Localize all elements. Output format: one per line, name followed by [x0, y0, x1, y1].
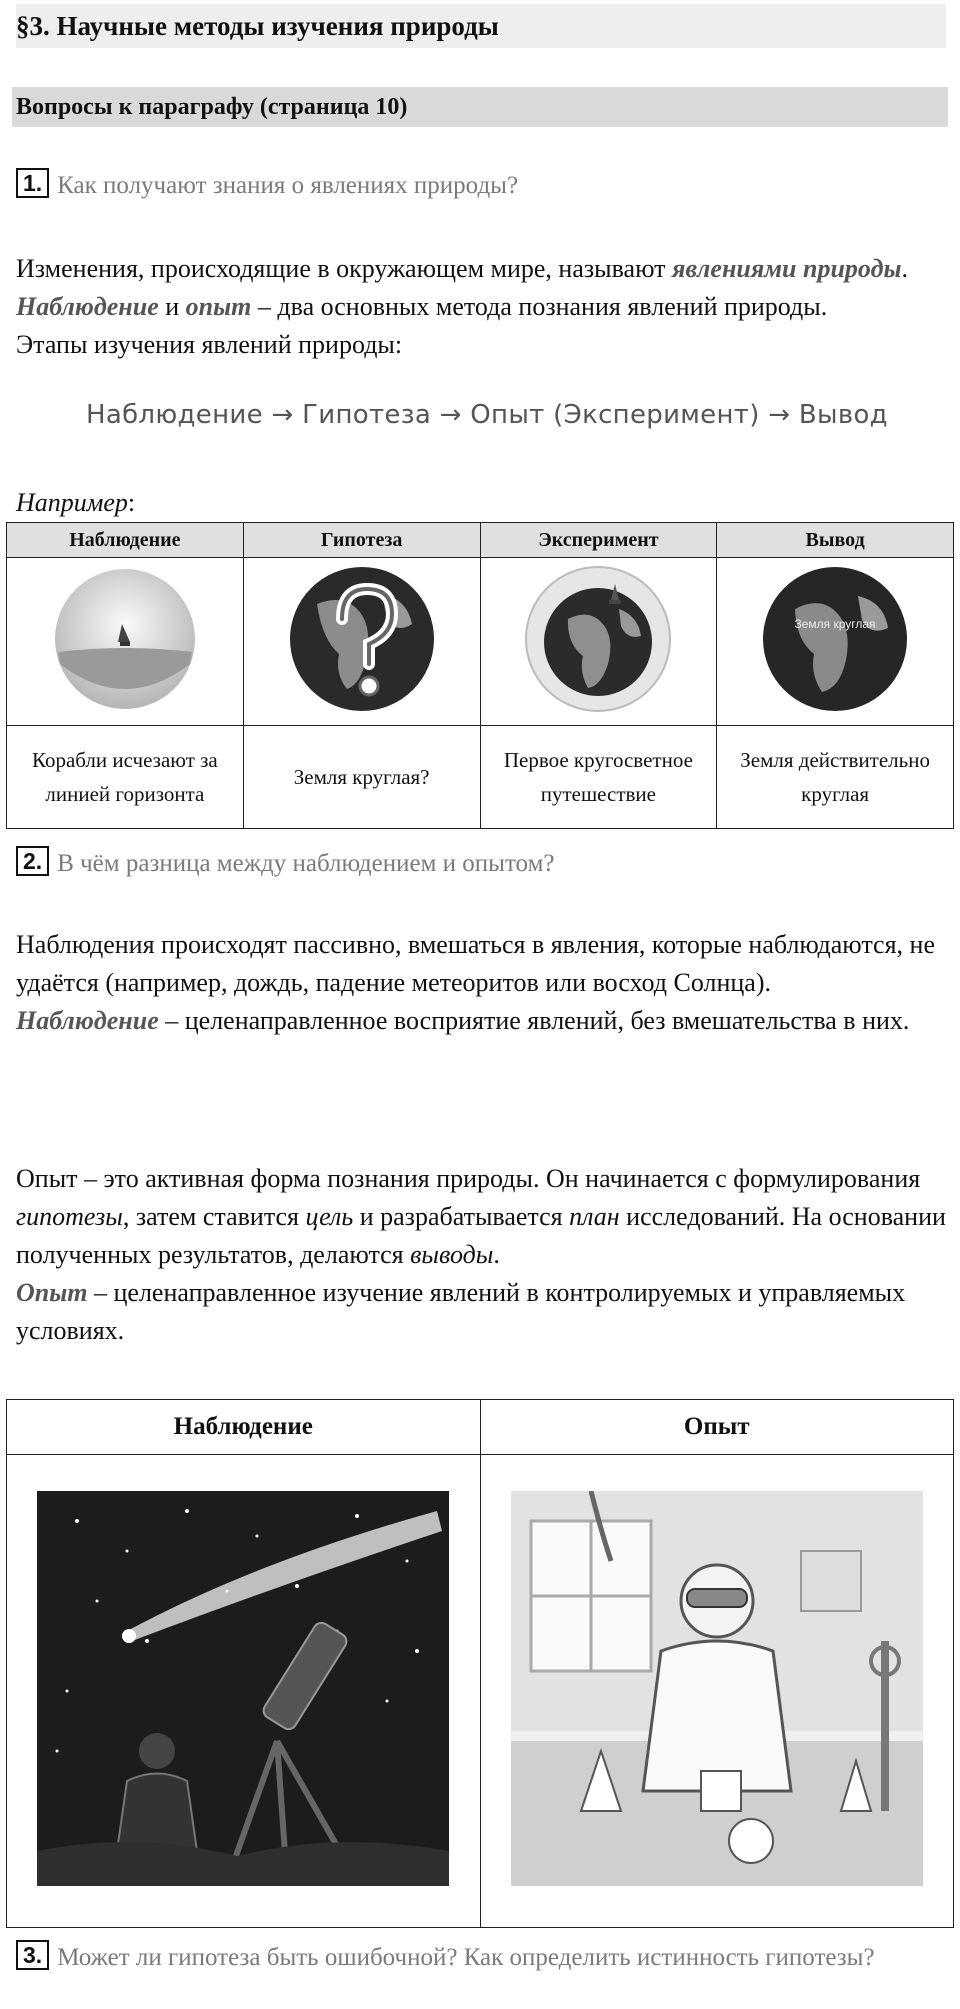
comparison-table	[6, 1399, 954, 1928]
question-2	[16, 846, 946, 881]
stages-table	[6, 522, 954, 829]
question-text: Как получают знания о явлениях природы?	[57, 172, 519, 199]
term-phenomena: явлениями природы	[672, 254, 902, 283]
term-observation: Наблюдение	[16, 1006, 159, 1035]
table-header: Вывод	[717, 523, 954, 558]
table-header: Опыт	[480, 1400, 954, 1455]
term-experiment: Опыт	[16, 1278, 88, 1307]
page-title: §3. Научные методы изучения природы	[16, 4, 946, 48]
table-header: Гипотеза	[243, 523, 480, 558]
example-label: Например:	[16, 488, 136, 517]
question-3	[16, 1940, 946, 1975]
table-cell: Первое кругосветное путешествие	[480, 726, 717, 829]
question-number: 2.	[16, 846, 49, 876]
section-subtitle: Вопросы к параграфу (страница 10)	[12, 87, 948, 127]
question-number: 1.	[16, 168, 49, 198]
term-observation: Наблюдение	[16, 292, 159, 321]
answer-2-paragraph-2: Опыт – это активная форма познания природы. Он начинается с формулирования гипотезы, затем ставится цель и разрабатывается план исследований. На основании полученных результатов, делаются выводы. Опыт – целенаправленное изучение явлений в контролируемых и управляемых условиях.	[16, 1164, 946, 1345]
round-earth-image	[717, 558, 954, 726]
question-text: Может ли гипотеза быть ошибочной? Как определить истинность гипотезы?	[57, 1944, 875, 1971]
stargazing-illustration	[7, 1455, 481, 1928]
question-text: В чём разница между наблюдением и опытом?	[57, 850, 555, 877]
globe-label: Земля круглая	[794, 617, 876, 631]
table-header: Наблюдение	[7, 1400, 481, 1455]
table-cell: Корабли исчезают за линией горизонта	[7, 726, 244, 829]
table-cell: Земля круглая?	[243, 726, 480, 829]
question-number: 3.	[16, 1940, 49, 1970]
question-globe-image	[243, 558, 480, 726]
table-header: Наблюдение	[7, 523, 244, 558]
table-cell: Земля действительно круглая	[717, 726, 954, 829]
horizon-image	[7, 558, 244, 726]
laboratory-illustration	[480, 1455, 954, 1928]
answer-1: Изменения, происходящие в окружающем мире, называют явлениями природы. Наблюдение и опыт – два основных метода познания явлений природы. Этапы изучения явлений природы:	[16, 254, 909, 359]
term-experiment: опыт	[185, 292, 252, 321]
stages-line: Наблюдение → Гипотеза → Опыт (Эксперимент) → Вывод	[86, 400, 888, 430]
question-1	[16, 168, 946, 203]
answer-2-paragraph-1: Наблюдения происходят пассивно, вмешаться в явления, которые наблюдаются, не удаётся (например, дождь, падение метеоритов или восход Солнца). Наблюдение – целенаправленное восприятие явлений, без вмешательства в них.	[16, 930, 936, 1035]
voyage-globe-image	[480, 558, 717, 726]
table-header: Эксперимент	[480, 523, 717, 558]
